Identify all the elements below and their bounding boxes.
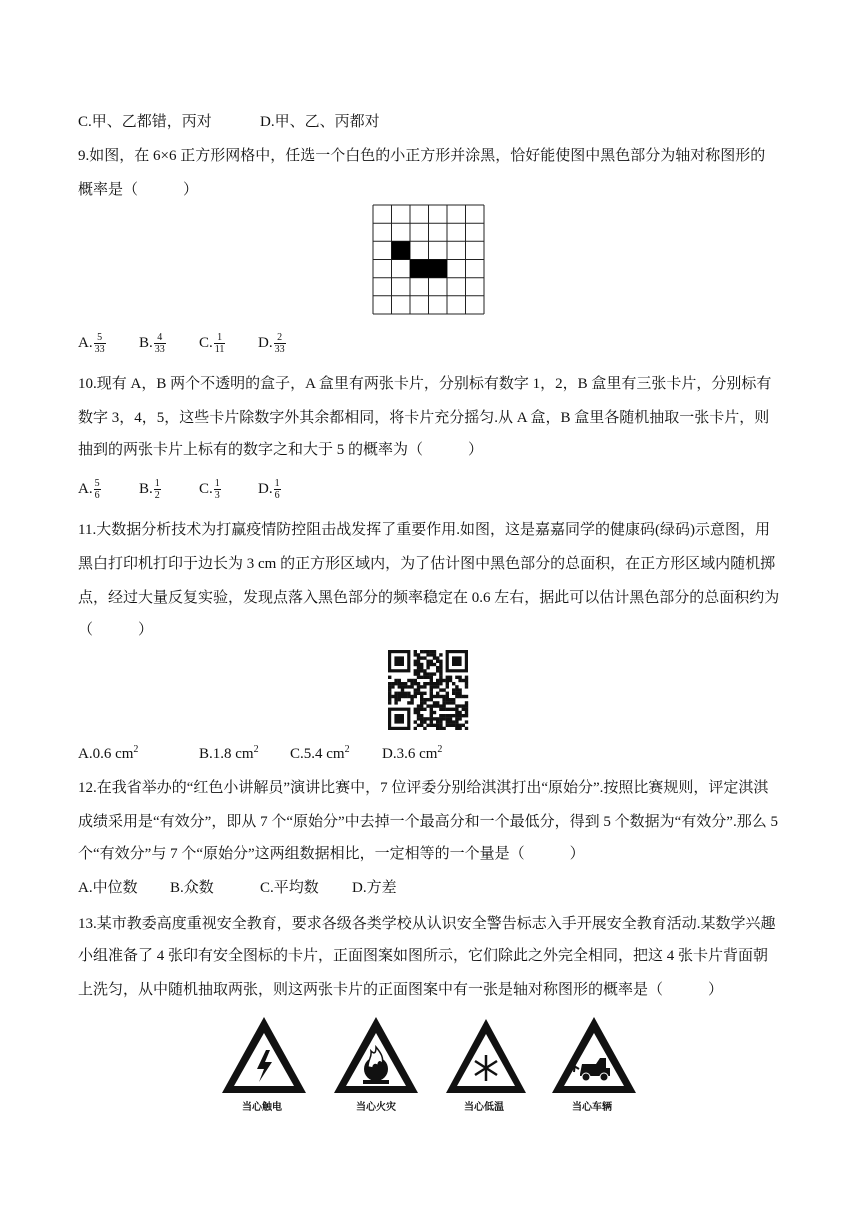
q9-option-b: B. $\frac{4}{33}$ [139,332,165,355]
fire-warning-icon [332,1014,420,1096]
vehicle-warning-icon [550,1014,638,1096]
low-temperature-warning-icon [444,1016,528,1096]
grid-black-cell [392,241,411,259]
q11-stem-line4: （ ） [78,622,154,638]
q8-option-c: C.甲、乙都错，丙对 [78,114,212,130]
q11-option-b: B.1.8 $cm^2$ [199,744,259,762]
q13-stem-line3: 上洗匀，从中随机抽取两张，则这两张卡片的正面图案中有一张是轴对称图形的概率是（ ） [78,982,724,998]
sign-label-low-temp: 当心低温 [464,1102,504,1113]
q12-option-b: B.众数 [170,880,214,896]
q10-option-a: A. $\frac{5}{6}$ [78,478,100,501]
q11-stem-line2: 黑白打印机打印于边长为 3 cm 的正方形区域内，为了估计图中黑色部分的总面积，在正方形区域内随机掷 [78,556,776,572]
q12-option-a: A.中位数 [78,880,138,896]
q11-stem-line3: 点，经过大量反复实验，发现点落入黑色部分的频率稳定在 0.6 左右，据此可以估计黑色部分的总面积约为 [78,590,780,606]
q12-option-c: C.平均数 [260,880,319,896]
qr-code-figure [388,650,470,730]
electric-shock-warning-icon [220,1014,308,1096]
q11-stem-line1: 11.大数据分析技术为打赢疫情防控阻击战发挥了重要作用.如图，这是嘉嘉同学的健康码(绿码)示意图，用 [78,522,770,538]
q8-option-d: D.甲、乙、丙都对 [260,114,380,130]
q9-stem-line2: 概率是（ ） [78,182,199,198]
q13-stem-line1: 13.某市教委高度重视安全教育，要求各级各类学校从认识安全警告标志入手开展安全教育活动.某数学兴趣 [78,916,776,932]
q12-stem-line3: 个“有效分”与 7 个“原始分”这两组数据相比，一定相等的一个量是（ ） [78,846,585,862]
sign-label-electric: 当心触电 [242,1102,282,1113]
q9-option-a: A. $\frac{5}{33}$ [78,332,105,355]
q10-stem-line3: 抽到的两张卡片上标有的数字之和大于 5 的概率为（ ） [78,442,484,458]
q11-option-d: D.3.6 $cm^2$ [382,744,443,762]
q12-stem-line1: 12.在我省举办的“红色小讲解员”演讲比赛中，7 位评委分别给淇淇打出“原始分”.按照比赛规则，评定淇淇 [78,780,769,796]
q13-stem-line2: 小组准备了 4 张印有安全图标的卡片，正面图案如图所示，它们除此之外完全相同，把这 4 张卡片背面朝 [78,948,769,964]
q9-stem-line1: 9.如图，在 6×6 正方形网格中，任选一个白色的小正方形并涂黑，恰好能使图中黑色部分为轴对称图形的 [78,148,766,164]
sign-label-fire: 当心火灾 [356,1102,396,1113]
q11-option-a: A.0.6 $cm^2$ [78,744,139,762]
q9-option-d: D. $\frac{2}{33}$ [258,332,285,355]
q9-option-c: C. $\frac{1}{11}$ [199,332,225,355]
q12-option-d: D.方差 [352,880,397,896]
q10-stem-line2: 数字 3，4，5，这些卡片除数字外其余都相同，将卡片充分摇匀.从 A 盒，B 盒里各随机抽取一张卡片，则 [78,410,770,426]
sign-label-vehicle: 当心车辆 [572,1102,612,1113]
q10-option-b: B. $\frac{1}{2}$ [139,478,160,501]
q10-stem-line1: 10.现有 A，B 两个不透明的盒子，A 盒里有两张卡片，分别标有数字 1，2，B 盒里有三张卡片，分别标有 [78,376,772,392]
grid-black-cell [410,260,447,278]
q10-option-d: D. $\frac{1}{6}$ [258,478,280,501]
q11-option-c: C.5.4 $cm^2$ [290,744,350,762]
q12-stem-line2: 成绩采用是“有效分”，即从 7 个“原始分”中去掉一个最高分和一个最低分，得到 5 个数据为“有效分”.那么 5 [78,814,778,830]
q10-option-c: C. $\frac{1}{3}$ [199,478,220,501]
q9-grid-figure [372,204,488,316]
